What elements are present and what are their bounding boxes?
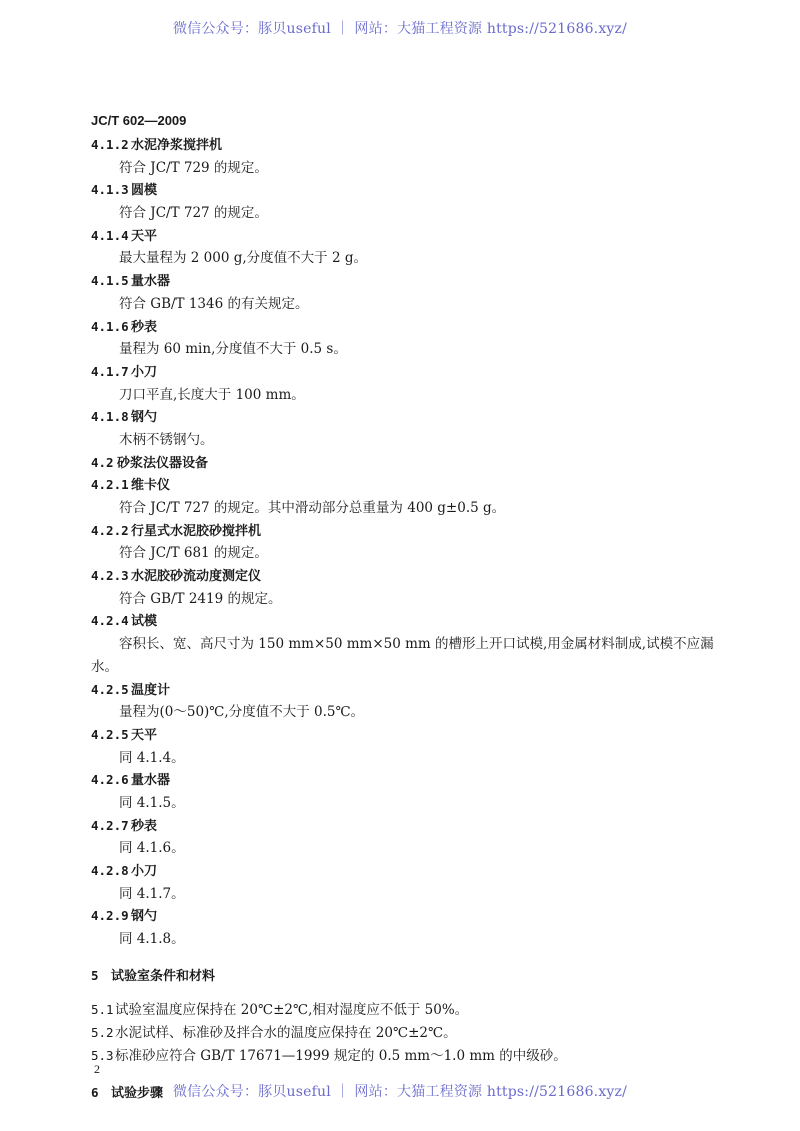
clause-number: 5.2 [91, 1025, 114, 1041]
section-body: 符合 JC/T 727 的规定。 [119, 205, 268, 222]
section-title: 水泥胶砂流动度测定仪 [131, 569, 262, 585]
section-heading [91, 316, 731, 339]
section-title: 水泥净浆搅拌机 [131, 138, 223, 153]
clause-number: 5.3 [91, 1047, 114, 1063]
section-title: 温度计 [131, 682, 171, 698]
watermark-bottom: 微信公众号：豚贝useful ｜ 网站：大猫工程资源 https://521686.xyz/ [172, 1084, 628, 1100]
chapter-5-heading [91, 965, 731, 988]
section-title: 量水器 [131, 773, 171, 789]
section-heading [91, 905, 731, 928]
section-number: 4.2.2 [91, 522, 129, 538]
section-title: 砂浆法仪器设备 [117, 455, 209, 471]
section-body: 符合 GB/T 2419 的规定。 [119, 590, 282, 607]
clause-5-2 [91, 1022, 731, 1045]
section-body: 同 4.1.7。 [119, 885, 185, 902]
section-number: 4.1.4 [91, 227, 129, 243]
section-heading [91, 134, 731, 157]
watermark-top: 微信公众号：豚贝useful ｜ 网站：大猫工程资源 https://521686.xyz/ [172, 21, 628, 37]
section-list [91, 134, 731, 951]
section-title: 小刀 [131, 864, 158, 879]
section-number: 4.1.2 [91, 137, 129, 152]
section-number: 4.1.6 [91, 318, 129, 334]
section-body: 容积长、宽、高尺寸为 150 mm×50 mm×50 mm 的槽形上开口试模,用金属材料制成,试模不应漏 [119, 636, 714, 653]
section-number: 4.2.1 [91, 477, 129, 493]
section-number: 4.2.9 [91, 908, 129, 924]
section-number: 4.2 [91, 454, 114, 470]
section-heading [91, 361, 731, 384]
chapter-6-title: 试验步骤 [111, 1085, 164, 1101]
clause-5-3 [91, 1045, 731, 1068]
section-heading [91, 474, 731, 497]
section-title: 维卡仪 [131, 478, 171, 494]
section-heading [91, 815, 731, 838]
section-heading [91, 406, 731, 429]
section-number: 4.2.8 [91, 863, 129, 878]
section-body: 同 4.1.8。 [119, 931, 185, 948]
section-body: 量程为(0～50)℃,分度值不大于 0.5℃。 [119, 704, 365, 721]
section-title: 钢勺 [131, 909, 158, 925]
section-heading [91, 179, 731, 202]
section-body: 符合 JC/T 681 的规定。 [119, 545, 268, 562]
section-heading [91, 452, 731, 475]
clause-number: 5.1 [91, 1002, 114, 1018]
chapter-5-number: 5 [91, 967, 99, 983]
section-heading [91, 520, 731, 543]
section-body: 量程为 60 min,分度值不大于 0.5 s。 [119, 341, 347, 358]
section-body: 同 4.1.4。 [119, 749, 185, 766]
section-heading [91, 610, 731, 633]
section-number: 4.2.5 [91, 726, 129, 742]
clause-5-1 [91, 999, 731, 1022]
section-title: 小刀 [131, 364, 158, 380]
section-body: 符合 GB/T 1346 的有关规定。 [119, 295, 309, 312]
section-number: 4.1.8 [91, 409, 129, 425]
section-title: 行星式水泥胶砂搅拌机 [131, 523, 262, 539]
page-number: 2 [94, 1062, 100, 1076]
section-number: 4.1.5 [91, 273, 129, 289]
section-heading [91, 724, 731, 747]
section-heading [91, 860, 731, 883]
document-body [91, 134, 731, 1104]
section-title: 秒表 [131, 818, 158, 834]
section-title: 秒表 [131, 319, 158, 335]
chapter-5-title: 试验室条件和材料 [111, 968, 216, 984]
document-code: JC/T 602—2009 [91, 113, 187, 128]
section-number: 4.2.7 [91, 817, 129, 833]
section-title: 天平 [131, 727, 158, 743]
section-body: 符合 JC/T 727 的规定。其中滑动部分总重量为 400 g±0.5 g。 [119, 500, 506, 516]
section-heading [91, 769, 731, 792]
section-heading [91, 679, 731, 702]
section-title: 试模 [131, 614, 158, 630]
section-body: 木柄不锈钢勺。 [119, 431, 214, 448]
section-number: 4.2.6 [91, 772, 129, 788]
section-title: 圆模 [131, 183, 158, 199]
section-number: 4.1.3 [91, 182, 129, 198]
section-title: 钢勺 [131, 410, 158, 426]
section-heading [91, 270, 731, 293]
section-heading [91, 565, 731, 588]
section-heading [91, 225, 731, 248]
section-number: 4.2.3 [91, 568, 129, 584]
clause-text: 标准砂应符合 GB/T 17671—1999 规定的 0.5 mm～1.0 mm 的中级砂。 [115, 1047, 567, 1064]
section-number: 4.2.4 [91, 613, 129, 629]
clause-text: 试验室温度应保持在 20℃±2℃,相对湿度应不低于 50%。 [115, 1002, 469, 1019]
section-body: 同 4.1.5。 [119, 794, 185, 811]
section-body-continued: 水。 [91, 658, 118, 675]
section-body: 同 4.1.6。 [119, 840, 185, 857]
section-body: 符合 JC/T 729 的规定。 [119, 159, 268, 176]
section-number: 4.2.5 [91, 681, 129, 697]
section-body: 刀口平直,长度大于 100 mm。 [119, 386, 305, 403]
section-body: 最大量程为 2 000 g,分度值不大于 2 g。 [119, 250, 367, 267]
chapter-6-number: 6 [91, 1084, 99, 1100]
clause-text: 水泥试样、标准砂及拌合水的温度应保持在 20℃±2℃。 [115, 1025, 457, 1042]
section-title: 量水器 [131, 274, 171, 290]
section-title: 天平 [131, 228, 158, 244]
section-number: 4.1.7 [91, 363, 129, 379]
